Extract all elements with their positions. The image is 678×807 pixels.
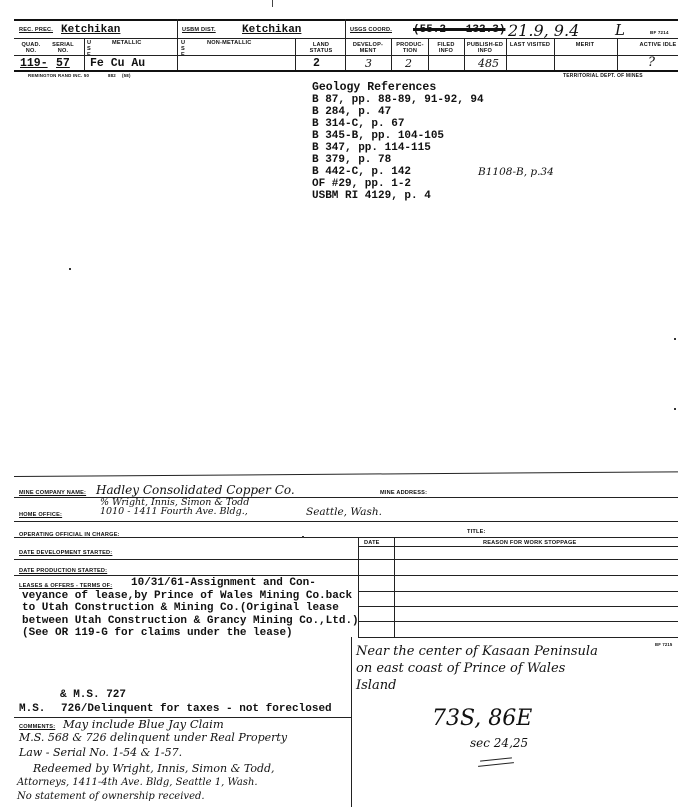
divider bbox=[391, 38, 392, 70]
date-column-label: DATE bbox=[364, 540, 380, 546]
home-office-city: Seattle, Wash. bbox=[306, 506, 382, 518]
divider bbox=[428, 38, 429, 70]
metallic-ues: U S E bbox=[87, 40, 92, 58]
stoppage-row bbox=[358, 591, 678, 592]
usgs-coord-crossed: (55.2 - 132.3) bbox=[413, 24, 506, 36]
stoppage-row bbox=[358, 606, 678, 607]
production-header: PRODUC-TION bbox=[396, 42, 424, 54]
leases-line: (See OR 119-G for claims under the lease) bbox=[22, 627, 293, 640]
land-status-value: 2 bbox=[313, 57, 320, 70]
geology-reference: B 347, pp. 114-115 bbox=[312, 142, 431, 154]
imprint-left: REMINGTON RAND INC. 50 bbox=[28, 73, 90, 78]
geology-reference: B 87, pp. 88-89, 91-92, 94 bbox=[312, 94, 484, 106]
ms-prefix: M.S. bbox=[19, 703, 53, 715]
comment-line: No statement of ownership received. bbox=[17, 791, 205, 802]
leases-line: 10/31/61-Assignment and Con- bbox=[131, 577, 316, 589]
comment-line: Attorneys, 1411-4th Ave. Bldg, Seattle 1, Wash. bbox=[17, 777, 258, 788]
last-visited-header: LAST VISITED bbox=[509, 42, 551, 48]
township-range: 73S, 86E bbox=[432, 706, 533, 731]
mine-rule bbox=[14, 521, 678, 522]
mine-address-label: MINE ADDRESS: bbox=[380, 490, 428, 496]
scan-speck bbox=[302, 536, 304, 538]
non-metallic-header: NON-METALLIC bbox=[207, 40, 252, 46]
quad-no-value: 119- bbox=[20, 57, 48, 70]
geology-reference: B 442-C, p. 142 bbox=[312, 166, 412, 178]
divider bbox=[345, 38, 346, 70]
usgs-coord-label: USGS COORD. bbox=[350, 27, 392, 33]
filed-info-header: FILED INFO bbox=[437, 42, 455, 54]
published-info-header: PUBLISH-ED INFO bbox=[466, 42, 504, 54]
ms-line: & M.S. 727 bbox=[60, 689, 127, 701]
divider bbox=[464, 38, 465, 70]
geology-handwritten-note: B1108-B, p.34 bbox=[478, 166, 554, 178]
divider bbox=[617, 38, 618, 70]
comment-line: Redeemed by Wright, Innis, Simon & Todd, bbox=[33, 762, 275, 775]
stoppage-divider bbox=[394, 537, 395, 637]
home-office-label: HOME OFFICE: bbox=[19, 512, 63, 518]
location-note-line: Near the center of Kasaan Peninsula bbox=[356, 644, 598, 659]
column-rule bbox=[14, 55, 678, 56]
imprint-code2: (58) bbox=[122, 73, 131, 78]
metallic-value: Fe Cu Au bbox=[90, 57, 146, 70]
geology-reference: B 314-C, p. 67 bbox=[312, 118, 405, 130]
geology-reference: OF #29, pp. 1-2 bbox=[312, 178, 412, 190]
date-production-label: DATE PRODUCTION STARTED: bbox=[19, 568, 108, 574]
comments-label: COMMENTS: bbox=[19, 724, 56, 730]
location-form-number: BF 7215 bbox=[655, 642, 673, 647]
usbm-dist-label: USBM DIST. bbox=[182, 27, 216, 33]
geology-reference: B 284, p. 47 bbox=[312, 106, 392, 118]
divider bbox=[84, 38, 85, 70]
scan-speck bbox=[674, 408, 676, 410]
geology-reference: B 379, p. 78 bbox=[312, 154, 392, 166]
active-idle-value: ? bbox=[648, 55, 655, 70]
stoppage-row bbox=[358, 621, 678, 622]
usbm-dist-value: Ketchikan bbox=[242, 24, 302, 36]
leases-label: LEASES & OFFERS - TERMS OF: bbox=[19, 583, 113, 589]
company-name-label: MINE COMPANY NAME: bbox=[19, 490, 87, 496]
title-label: TITLE: bbox=[467, 529, 486, 535]
header-rule bbox=[14, 38, 678, 39]
imprint-right: TERRITORIAL DEPT. OF MINES bbox=[563, 73, 643, 79]
scan-speck bbox=[69, 268, 71, 270]
development-value: 3 bbox=[365, 57, 372, 70]
metallic-header: METALLIC bbox=[112, 40, 142, 46]
stoppage-row bbox=[358, 546, 678, 547]
location-note-line: on east coast of Prince of Wales bbox=[356, 661, 566, 676]
date-development-label: DATE DEVELOPMENT STARTED: bbox=[19, 550, 113, 556]
non-metallic-ues: U S E bbox=[181, 40, 186, 58]
land-status-header: LAND STATUS bbox=[309, 42, 333, 54]
production-value: 2 bbox=[405, 57, 412, 70]
divider bbox=[554, 38, 555, 70]
comment-line: Law - Serial No. 1-54 & 1-57. bbox=[19, 746, 183, 759]
home-office-line2: 1010 - 1411 Fourth Ave. Bldg., bbox=[100, 506, 248, 517]
double-underline bbox=[480, 757, 512, 761]
serial-no-header: SERIAL NO. bbox=[52, 42, 74, 54]
home-office-line1: % Wright, Innis, Simon & Todd bbox=[100, 497, 250, 508]
imprint-code1: 882 bbox=[108, 73, 116, 78]
leases-line: between Utah Construction & Grancy Mining Co.,Ltd.) bbox=[22, 614, 359, 627]
operating-official-label: OPERATING OFFICIAL IN CHARGE: bbox=[19, 532, 120, 538]
divider bbox=[295, 38, 296, 70]
geology-reference-list bbox=[312, 94, 484, 202]
mine-rule bbox=[14, 575, 678, 576]
comment-line: May include Blue Jay Claim bbox=[63, 717, 224, 731]
usgs-coord-letter: L bbox=[615, 21, 625, 39]
scan-speck bbox=[674, 338, 676, 340]
published-info-value: 485 bbox=[478, 57, 499, 70]
mine-rule bbox=[14, 559, 678, 560]
serial-no-value: 57 bbox=[56, 57, 70, 70]
mine-rule bbox=[14, 537, 678, 538]
usgs-coord-value: 21.9, 9.4 bbox=[508, 21, 580, 40]
bottom-divider bbox=[351, 637, 352, 807]
location-note-line: Island bbox=[356, 678, 397, 693]
comment-line: M.S. 568 & 726 delinquent under Real Property bbox=[19, 731, 288, 744]
leases-line: to Utah Construction & Mining Co.(Original lease bbox=[22, 602, 339, 615]
geology-reference: B 345-B, pp. 104-105 bbox=[312, 130, 445, 142]
punch-mark bbox=[272, 0, 273, 7]
geology-title: Geology References bbox=[312, 81, 437, 94]
development-header: DEVELOP-MENT bbox=[352, 42, 384, 54]
reason-column-label: REASON FOR WORK STOPPAGE bbox=[483, 540, 577, 546]
merit-header: MERIT bbox=[575, 42, 595, 48]
divider bbox=[506, 38, 507, 70]
active-idle-header: ACTIVE IDLE bbox=[639, 42, 677, 48]
rec-prec-value: Ketchikan bbox=[61, 24, 121, 36]
double-underline bbox=[478, 762, 514, 767]
rec-prec-label: REC. PREC. bbox=[19, 27, 54, 33]
data-row-rule bbox=[14, 70, 678, 72]
divider bbox=[177, 38, 178, 70]
quad-no-header: QUAD. NO. bbox=[21, 42, 41, 54]
company-name-value: Hadley Consolidated Copper Co. bbox=[96, 483, 295, 497]
sections: sec 24,25 bbox=[470, 736, 529, 750]
mine-top-rule bbox=[14, 471, 678, 477]
ms-line: 726/Delinquent for taxes - not foreclosed bbox=[61, 703, 332, 715]
geology-reference: USBM RI 4129, p. 4 bbox=[312, 190, 431, 202]
stoppage-row bbox=[358, 637, 678, 638]
form-number: BF 7214 bbox=[650, 30, 669, 35]
leases-line: veyance of lease,by Prince of Wales Mining Co.back bbox=[22, 589, 353, 602]
